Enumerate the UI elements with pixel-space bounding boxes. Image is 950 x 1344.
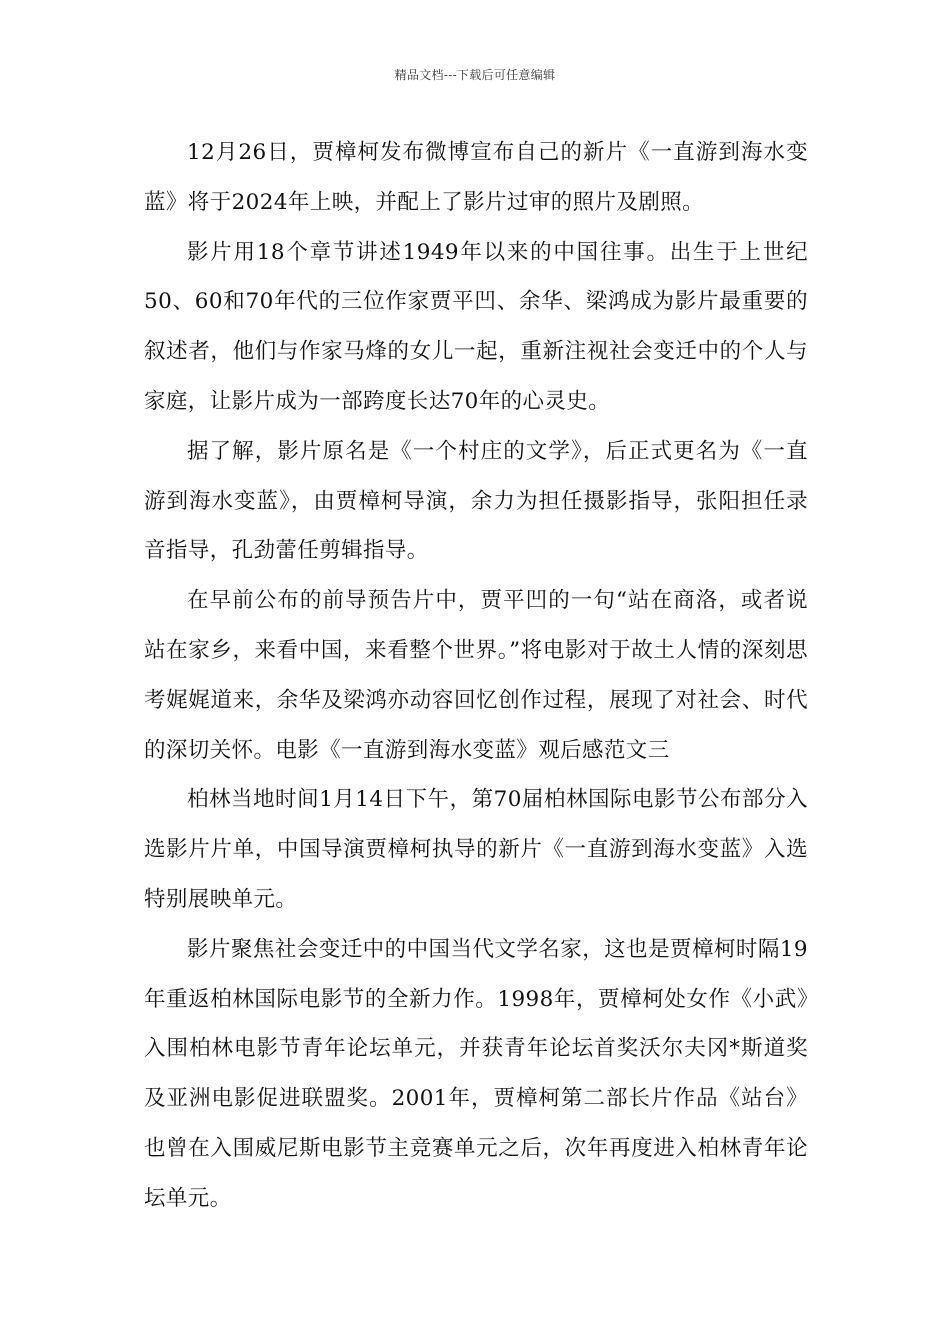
paragraph-5: 柏林当地时间1月14日下午，第70届柏林国际电影节公布部分入选影片片单，中国导演贾樟柯执导的新片《一直游到海水变蓝》入选特别展映单元。 xyxy=(144,787,808,912)
paragraph-4: 在早前公布的前导预告片中，贾平凹的一句“站在商洛，或者说站在家乡，来看中国，来看整个世界。”将电影对于故土人情的深刻思考娓娓道来，余华及梁鸿亦动容回忆创作过程，展现了对社会、时代的深切关怀。电影《一直游到海水变蓝》观后感范文三 xyxy=(144,588,808,763)
paragraph-6: 影片聚焦社会变迁中的中国当代文学名家，这也是贾樟柯时隔19年重返柏林国际电影节的全新力作。1998年，贾樟柯处女作《小武》入围柏林电影节青年论坛单元，并获青年论坛首奖沃尔夫冈*斯道奖及亚洲电影促进联盟奖。2001年，贾樟柯第二部长片作品《站台》也曾在入围威尼斯电影节主竞赛单元之后，次年再度进入柏林青年论坛单元。 xyxy=(144,936,808,1211)
paragraph-2: 影片用18个章节讲述1949年以来的中国往事。出生于上世纪50、60和70年代的三位作家贾平凹、余华、梁鸿成为影片最重要的叙述者，他们与作家马烽的女儿一起，重新注视社会变迁中的个人与家庭，让影片成为一部跨度长达70年的心灵史。 xyxy=(144,239,808,414)
paragraph-1: 12月26日，贾樟柯发布微博宣布自己的新片《一直游到海水变蓝》将于2024年上映，并配上了影片过审的照片及剧照。 xyxy=(144,140,808,215)
paragraph-3: 据了解，影片原名是《一个村庄的文学》，后正式更名为《一直游到海水变蓝》，由贾樟柯导演，余力为担任摄影指导，张阳担任录音指导，孔劲蕾任剪辑指导。 xyxy=(144,438,808,564)
document-body xyxy=(144,128,808,1224)
page-header: 精品文档---下载后可任意编辑 xyxy=(394,68,556,82)
